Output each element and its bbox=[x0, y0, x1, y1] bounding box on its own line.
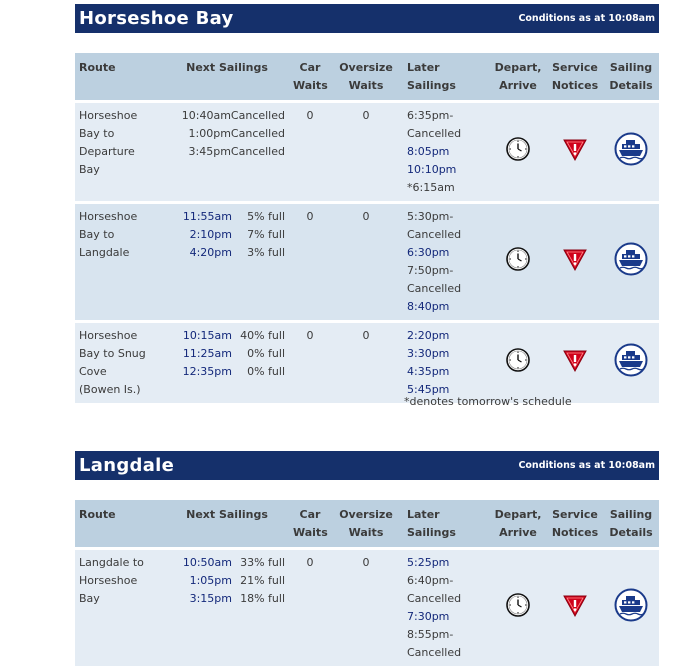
col-header-next-sailings: Next Sailings bbox=[163, 52, 291, 102]
next-sailings-cell bbox=[163, 102, 291, 203]
warning-icon[interactable] bbox=[562, 136, 588, 168]
route-name-line: Horseshoe bbox=[79, 210, 138, 223]
later-sailings-cell bbox=[403, 203, 489, 322]
later-sailing: Cancelled bbox=[407, 282, 462, 295]
col-header-service-notices: Service Notices bbox=[547, 499, 603, 549]
service-notices-cell bbox=[547, 203, 603, 322]
section-langdale bbox=[75, 451, 659, 666]
sailing-entry[interactable] bbox=[165, 590, 289, 608]
sailing-status: Cancelled bbox=[230, 145, 285, 158]
sailing-status: 18% full bbox=[240, 592, 285, 605]
sailing-time[interactable]: 12:35pm bbox=[182, 365, 232, 378]
route-row bbox=[75, 203, 659, 322]
sailing-time[interactable]: 4:20pm bbox=[189, 246, 232, 259]
ferry-icon[interactable] bbox=[614, 588, 648, 628]
oversize-waits-value: 0 bbox=[329, 203, 403, 322]
service-notices-cell bbox=[547, 322, 603, 404]
later-sailing[interactable]: 4:35pm bbox=[407, 365, 450, 378]
section-horseshoe-bay bbox=[75, 4, 659, 403]
col-header-sailing-details: Sailing Details bbox=[603, 499, 659, 549]
route-name-line: Bay bbox=[79, 163, 100, 176]
col-header-later-sailings: Later Sailings bbox=[403, 499, 489, 549]
car-waits-value: 0 bbox=[291, 203, 329, 322]
sailing-status: 33% full bbox=[240, 556, 285, 569]
sailing-details-cell bbox=[603, 549, 659, 667]
route-name-line: Horseshoe bbox=[79, 109, 138, 122]
clock-icon[interactable] bbox=[505, 246, 531, 278]
sailing-entry bbox=[165, 125, 289, 143]
later-sailing: 6:35pm- bbox=[407, 109, 454, 122]
service-notices-cell bbox=[547, 102, 603, 203]
sailing-entry[interactable] bbox=[165, 327, 289, 345]
section-banner bbox=[75, 4, 659, 33]
clock-icon[interactable] bbox=[505, 347, 531, 379]
sailing-time[interactable]: 11:55am bbox=[182, 210, 232, 223]
sailing-time[interactable]: 10:50am bbox=[182, 556, 232, 569]
col-header-oversize-waits: Oversize Waits bbox=[329, 499, 403, 549]
sailing-entry bbox=[165, 143, 289, 161]
oversize-waits-value: 0 bbox=[329, 322, 403, 404]
sailing-status: Cancelled bbox=[230, 109, 285, 122]
sailings-table bbox=[75, 50, 659, 403]
sailing-status: 7% full bbox=[247, 228, 285, 241]
sailing-details-cell bbox=[603, 322, 659, 404]
sailing-time[interactable]: 11:25am bbox=[182, 347, 232, 360]
route-name-line: Horseshoe bbox=[79, 574, 138, 587]
oversize-waits-value: 0 bbox=[329, 549, 403, 667]
col-header-later-sailings: Later Sailings bbox=[403, 52, 489, 102]
later-sailing: Cancelled bbox=[407, 592, 462, 605]
sailing-time: 1:00pm bbox=[188, 127, 231, 140]
sailing-entry[interactable] bbox=[165, 554, 289, 572]
route-name-line: Horseshoe bbox=[79, 329, 138, 342]
conditions-timestamp: Conditions as at 10:08am bbox=[518, 13, 655, 24]
sailing-time[interactable]: 10:15am bbox=[182, 329, 232, 342]
sailing-entry bbox=[165, 107, 289, 125]
ferry-icon[interactable] bbox=[614, 132, 648, 172]
route-name-line: Cove bbox=[79, 365, 107, 378]
sailing-entry[interactable] bbox=[165, 208, 289, 226]
col-header-car-waits: Car Waits bbox=[291, 52, 329, 102]
route-cell bbox=[75, 549, 163, 667]
later-sailing[interactable]: 8:40pm bbox=[407, 300, 450, 313]
clock-icon[interactable] bbox=[505, 136, 531, 168]
col-header-route: Route bbox=[75, 499, 163, 549]
conditions-timestamp: Conditions as at 10:08am bbox=[518, 460, 655, 471]
col-header-route: Route bbox=[75, 52, 163, 102]
route-name-line: Bay to bbox=[79, 127, 115, 140]
later-sailings-cell bbox=[403, 322, 489, 404]
later-sailing[interactable]: 10:10pm bbox=[407, 163, 457, 176]
warning-icon[interactable] bbox=[562, 347, 588, 379]
col-header-next-sailings: Next Sailings bbox=[163, 499, 291, 549]
route-name-line: Langdale to bbox=[79, 556, 144, 569]
section-title: Horseshoe Bay bbox=[79, 8, 234, 29]
col-header-depart-arrive: Depart, Arrive bbox=[489, 499, 547, 549]
later-sailings-cell bbox=[403, 549, 489, 667]
sailing-time: 10:40am bbox=[181, 109, 231, 122]
sailing-details-cell bbox=[603, 102, 659, 203]
route-row bbox=[75, 322, 659, 404]
route-row bbox=[75, 549, 659, 667]
ferry-icon[interactable] bbox=[614, 242, 648, 282]
next-sailings-cell bbox=[163, 203, 291, 322]
later-sailings-cell bbox=[403, 102, 489, 203]
sailing-entry[interactable] bbox=[165, 572, 289, 590]
next-sailings-cell bbox=[163, 549, 291, 667]
later-sailing[interactable]: 8:05pm bbox=[407, 145, 450, 158]
later-sailing[interactable]: 5:45pm bbox=[407, 383, 450, 396]
col-header-depart-arrive: Depart, Arrive bbox=[489, 52, 547, 102]
sailing-time: 3:45pm bbox=[188, 145, 231, 158]
later-sailing: 7:50pm- bbox=[407, 264, 454, 277]
sailing-status: Cancelled bbox=[230, 127, 285, 140]
route-name-line: Bay to bbox=[79, 228, 115, 241]
warning-icon[interactable] bbox=[562, 592, 588, 624]
oversize-waits-value: 0 bbox=[329, 102, 403, 203]
sailing-entry[interactable] bbox=[165, 345, 289, 363]
route-cell bbox=[75, 322, 163, 404]
car-waits-value: 0 bbox=[291, 549, 329, 667]
later-sailing: 5:30pm- bbox=[407, 210, 454, 223]
warning-icon[interactable] bbox=[562, 246, 588, 278]
later-sailing[interactable]: 2:20pm bbox=[407, 329, 450, 342]
depart-arrive-cell bbox=[489, 203, 547, 322]
route-name-line: Departure bbox=[79, 145, 135, 158]
later-sailing: *6:15am bbox=[407, 181, 455, 194]
later-sailing[interactable]: 6:30pm bbox=[407, 246, 450, 259]
clock-icon[interactable] bbox=[505, 592, 531, 624]
route-name-line: Bay to Snug bbox=[79, 347, 146, 360]
car-waits-value: 0 bbox=[291, 322, 329, 404]
ferry-icon[interactable] bbox=[614, 343, 648, 383]
later-sailing[interactable]: 3:30pm bbox=[407, 347, 450, 360]
sailing-time[interactable]: 2:10pm bbox=[189, 228, 232, 241]
route-name-line: (Bowen Is.) bbox=[79, 383, 141, 396]
sailing-entry[interactable] bbox=[165, 226, 289, 244]
route-name-line: Langdale bbox=[79, 246, 130, 259]
later-sailing: 6:40pm- bbox=[407, 574, 454, 587]
col-header-sailing-details: Sailing Details bbox=[603, 52, 659, 102]
depart-arrive-cell bbox=[489, 549, 547, 667]
col-header-car-waits: Car Waits bbox=[291, 499, 329, 549]
sailing-status: 3% full bbox=[247, 246, 285, 259]
sailings-table bbox=[75, 497, 659, 666]
later-sailing: Cancelled bbox=[407, 228, 462, 241]
later-sailing: Cancelled bbox=[407, 127, 462, 140]
sailing-status: 40% full bbox=[240, 329, 285, 342]
later-sailing: 8:55pm- bbox=[407, 628, 454, 641]
col-header-oversize-waits: Oversize Waits bbox=[329, 52, 403, 102]
section-title: Langdale bbox=[79, 455, 175, 476]
service-notices-cell bbox=[547, 549, 603, 667]
sailing-time[interactable]: 3:15pm bbox=[189, 592, 232, 605]
footnote: *denotes tomorrow's schedule bbox=[404, 395, 572, 408]
sailing-status: 0% full bbox=[247, 347, 285, 360]
car-waits-value: 0 bbox=[291, 102, 329, 203]
later-sailing[interactable]: 7:30pm bbox=[407, 610, 450, 623]
depart-arrive-cell bbox=[489, 102, 547, 203]
section-banner bbox=[75, 451, 659, 480]
depart-arrive-cell bbox=[489, 322, 547, 404]
sailing-entry[interactable] bbox=[165, 244, 289, 262]
later-sailing[interactable]: 5:25pm bbox=[407, 556, 450, 569]
sailing-time[interactable]: 1:05pm bbox=[189, 574, 232, 587]
sailing-status: 0% full bbox=[247, 365, 285, 378]
sailing-details-cell bbox=[603, 203, 659, 322]
next-sailings-cell bbox=[163, 322, 291, 404]
col-header-service-notices: Service Notices bbox=[547, 52, 603, 102]
route-name-line: Bay bbox=[79, 592, 100, 605]
route-cell bbox=[75, 102, 163, 203]
sailing-status: 5% full bbox=[247, 210, 285, 223]
sailing-entry[interactable] bbox=[165, 363, 289, 381]
route-row bbox=[75, 102, 659, 203]
later-sailing: Cancelled bbox=[407, 646, 462, 659]
sailing-status: 21% full bbox=[240, 574, 285, 587]
route-cell bbox=[75, 203, 163, 322]
